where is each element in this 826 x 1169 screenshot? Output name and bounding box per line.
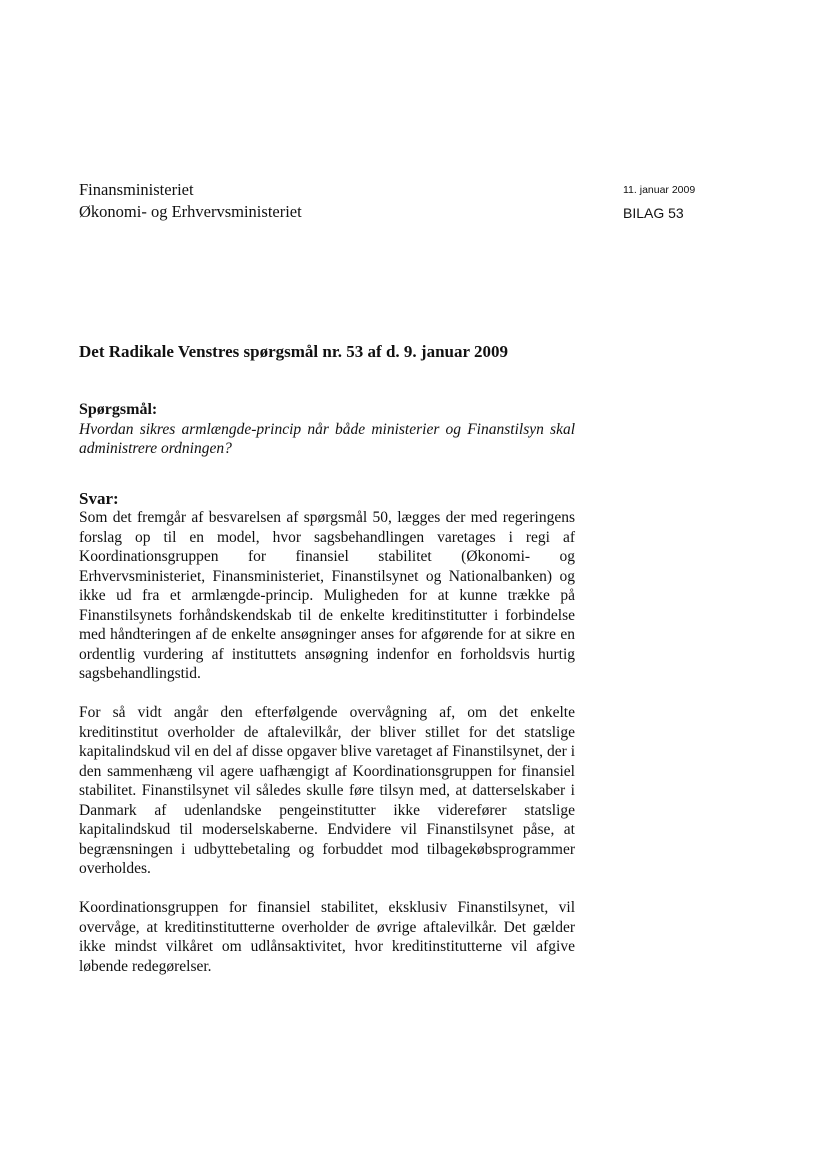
sender-ministry-1: Finansministeriet — [79, 180, 194, 199]
document-meta — [623, 183, 695, 223]
answer-paragraph-1: Som det fremgår af besvarelsen af spørgsmål 50, lægges der med regeringens forslag op til en model, hvor sagsbehandlingen varetages i regi af Koordinationsgruppen for finansiel stabilitet (Økonomi- og Erhvervsministeriet, Finansministeriet, Finanstilsynet og Nationalbanken) og ikke ud fra et armlængde-princip. Muligheden for at kunne trække på Finanstilsynets forhåndskendskab til de enkelte kreditinstitutter i forbindelse med håndteringen af de enkelte ansøgninger anses for afgørende for at sikre en ordentlig vurdering af instituttets ansøgning indenfor en forholdsvis hurtig sagsbehandlingstid. — [79, 509, 575, 682]
answer-paragraph-2: For så vidt angår den efterfølgende overvågning af, om det enkelte kreditinstitut overholder de aftalevilkår, der bliver stillet for det statslige kapitalindskud vil en del af disse opgaver blive varetaget af Finanstilsynet, der i den sammenhæng vil agere uafhængigt af Koordinationsgruppen for finansiel stabilitet. Finanstilsynet vil således skulle føre tilsyn med, at datterselskaber i Danmark af udenlandske pengeinstitutter ikke viderefører statslige kapitalindskud til moderselskaberne. Endvidere vil Finanstilsynet påse, at begrænsningen i udbyttebetaling og forbuddet mod tilbagekøbsprogrammer overholdes. — [79, 704, 575, 877]
question-text: Hvordan sikres armlængde-princip når både ministerier og Finanstilsyn skal administrere ordningen? — [79, 420, 575, 457]
question-label: Spørgsmål: — [79, 401, 158, 418]
bilag-number: BILAG 53 — [623, 205, 684, 221]
answer-label: Svar: — [79, 488, 119, 508]
document-body — [79, 400, 575, 976]
document-title: Det Radikale Venstres spørgsmål nr. 53 af d. 9. januar 2009 — [79, 342, 508, 361]
answer-paragraph-3: Koordinationsgruppen for finansiel stabilitet, eksklusiv Finanstilsynet, vil overvåge, at kreditinstitutterne overholder de øvrige aftalevilkår. Det gælder ikke mindst vilkåret om udlånsaktivitet, hvor kreditinstitutterne vil afgive løbende redegørelser. — [79, 899, 575, 975]
document-date: 11. januar 2009 — [623, 184, 696, 196]
sender-block — [79, 179, 302, 223]
sender-ministry-2: Økonomi- og Erhvervsministeriet — [79, 202, 302, 221]
